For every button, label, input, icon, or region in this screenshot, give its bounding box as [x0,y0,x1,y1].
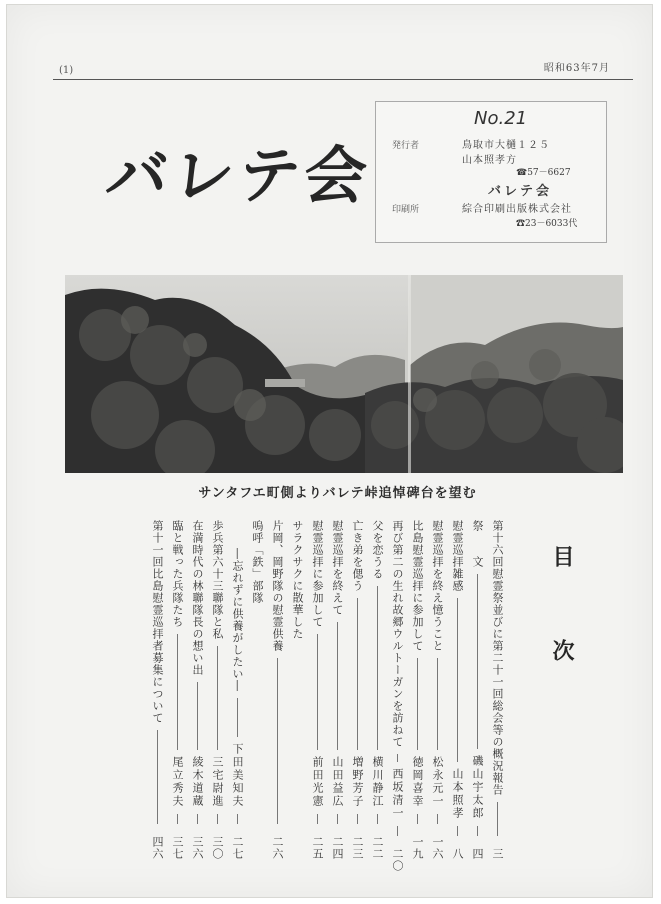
toc-entry-page: 四六 [151,836,164,860]
toc-leader-line [197,814,198,824]
toc-entry [247,520,267,860]
toc-leader-line [177,814,178,824]
toc-entry [267,520,287,860]
issue-date: 昭和63年7月 [543,63,610,74]
toc-leader-line [357,814,358,824]
toc-entry-title: サラクサクに散華した [291,520,304,640]
toc-entry [167,520,187,860]
toc-entry-title: 慰霊巡拝雑感 [451,520,464,592]
toc-entry [387,520,407,872]
toc-entry-author: 横川静江 [371,756,384,808]
toc-entry [147,520,167,860]
toc-entry-title: 祭 文 [471,520,484,568]
toc-entry-title: 比島慰霊巡拝に参加して [411,520,424,652]
toc-entry-page: 二六 [271,836,284,860]
table-of-contents [107,520,507,872]
toc-entry-page: 三 [491,848,504,860]
toc-entry-page: 三七 [171,836,184,860]
toc-leader-line [377,586,378,750]
publisher-name: 山本照孝方 [462,155,517,166]
toc-entry-title: 片岡、岡野隊の慰霊供養 [271,520,284,652]
printer-name: 綜合印刷出版株式会社 [462,204,572,215]
toc-leader-line [157,730,158,824]
header-rule [53,79,633,80]
toc-entry-author: 三宅尉進 [211,756,224,808]
toc-entry [427,520,447,860]
toc-leader-line [317,814,318,824]
issue-number: No.21 [474,108,528,129]
toc-leader-line [217,814,218,824]
toc-leader-line [417,814,418,824]
toc-entry-author: 磯山宇太郎 [471,755,484,820]
toc-entry-title: 歩兵第六十三聯隊と私 [211,520,224,640]
toc-entry-author: 前田光憲 [311,756,324,808]
toc-entry-page: 二〇 [391,848,404,872]
publisher-org: バレテ会 [488,184,553,199]
toc-entry-author: 山本照孝 [451,768,464,820]
toc-entry [487,520,507,860]
toc-leader-line [217,646,218,750]
masthead-title: バレテ会 [102,139,375,212]
toc-leader-line [317,634,318,750]
toc-leader-line [457,598,458,762]
toc-entry-page: 二二 [371,836,384,860]
toc-entry-title: 亡き弟を偲う [351,520,364,592]
toc-entry-title: 慰霊巡拝に参加して [311,520,324,628]
toc-entry-author: 松永元一 [431,756,444,808]
toc-entry-title: 臨と戦った兵隊たち [171,520,184,628]
toc-entry [347,520,367,860]
toc-leader-line [477,574,478,749]
toc-entry-author: 山田益広 [331,756,344,808]
toc-entry-page: 二三 [351,836,364,860]
toc-entry-title: ―忘れずに供養がしたい― [231,548,244,692]
toc-entry-title: 在満時代の林聯隊長の想い出 [191,520,204,676]
toc-entry-page: 二七 [231,836,244,860]
toc-entry [307,520,327,860]
toc-entry-title: 慰霊巡拝を終えて [331,520,344,616]
toc-leader-line [357,598,358,750]
toc-entry-title: 再び第二の生れ故郷ウルトーガンを訪ねて [391,520,404,748]
toc-leader-line [177,634,178,750]
toc-entry-title: 嗚呼「鉄」部隊 [251,520,264,604]
toc-title: 目次 [549,545,575,733]
newsletter-page [6,4,653,898]
toc-entry [447,520,467,860]
toc-leader-line [457,826,458,836]
page-number: (1) [59,65,74,76]
photo-caption: サンタフエ町側よりバレテ峠追悼碑台を望む [198,486,477,501]
toc-entry-page: 四 [471,848,484,860]
publisher-address: 鳥取市大樋１２５ [462,140,550,151]
toc-entry-page: 二五 [311,836,324,860]
toc-entry [407,520,427,860]
toc-entry-author: 綾木道蔵 [191,756,204,808]
toc-entry-title: 第十六回慰霊祭並びに第二十一回総会等の概況報告 [491,520,504,796]
toc-leader-line [237,814,238,824]
toc-leader-line [397,754,398,762]
toc-leader-line [197,682,198,750]
toc-entry-page: 一九 [411,836,424,860]
toc-entry [227,520,247,860]
toc-entry-author: 尾立秀夫 [171,756,184,808]
toc-entry [467,520,487,860]
publication-info-box [375,101,607,243]
toc-entry [187,520,207,860]
cover-photo-image [65,275,623,473]
toc-leader-line [377,814,378,824]
toc-entry [367,520,387,860]
cover-photo [65,275,623,473]
toc-leader-line [477,826,478,836]
printer-tel: ☎23－6033代 [516,219,578,229]
toc-leader-line [337,814,338,824]
printer-label: 印刷所 [392,205,420,215]
toc-leader-line [397,826,398,836]
toc-entry-title: 第十一回比島慰霊巡拝者募集について [151,520,164,724]
toc-entry-page: 二四 [331,836,344,860]
toc-leader-line [337,622,338,750]
toc-entry-page: 三〇 [211,836,224,860]
toc-entry-title: 父を恋うる [371,520,384,580]
toc-entry [327,520,347,860]
toc-leader-line [437,814,438,824]
toc-entry-author: 増野芳子 [351,756,364,808]
toc-entry-author: 徳岡喜幸 [411,756,424,808]
toc-leader-line [417,658,418,750]
toc-leader-line [437,658,438,750]
toc-entry-author: 下田美知夫 [231,743,244,808]
publisher-label: 発行者 [392,141,420,151]
toc-entry-author: 西坂清一 [391,768,404,820]
toc-leader-line [497,802,498,836]
toc-entry [287,520,307,860]
toc-entry-page: 一六 [431,836,444,860]
toc-entry-page: 三六 [191,836,204,860]
publisher-tel: ☎57－6627 [516,168,571,178]
toc-entry-title: 慰霊巡拝を終え憶うこと [431,520,444,652]
toc-entry [207,520,227,860]
toc-entry-page: 八 [451,848,464,860]
toc-leader-line [277,658,278,824]
toc-leader-line [237,698,238,737]
